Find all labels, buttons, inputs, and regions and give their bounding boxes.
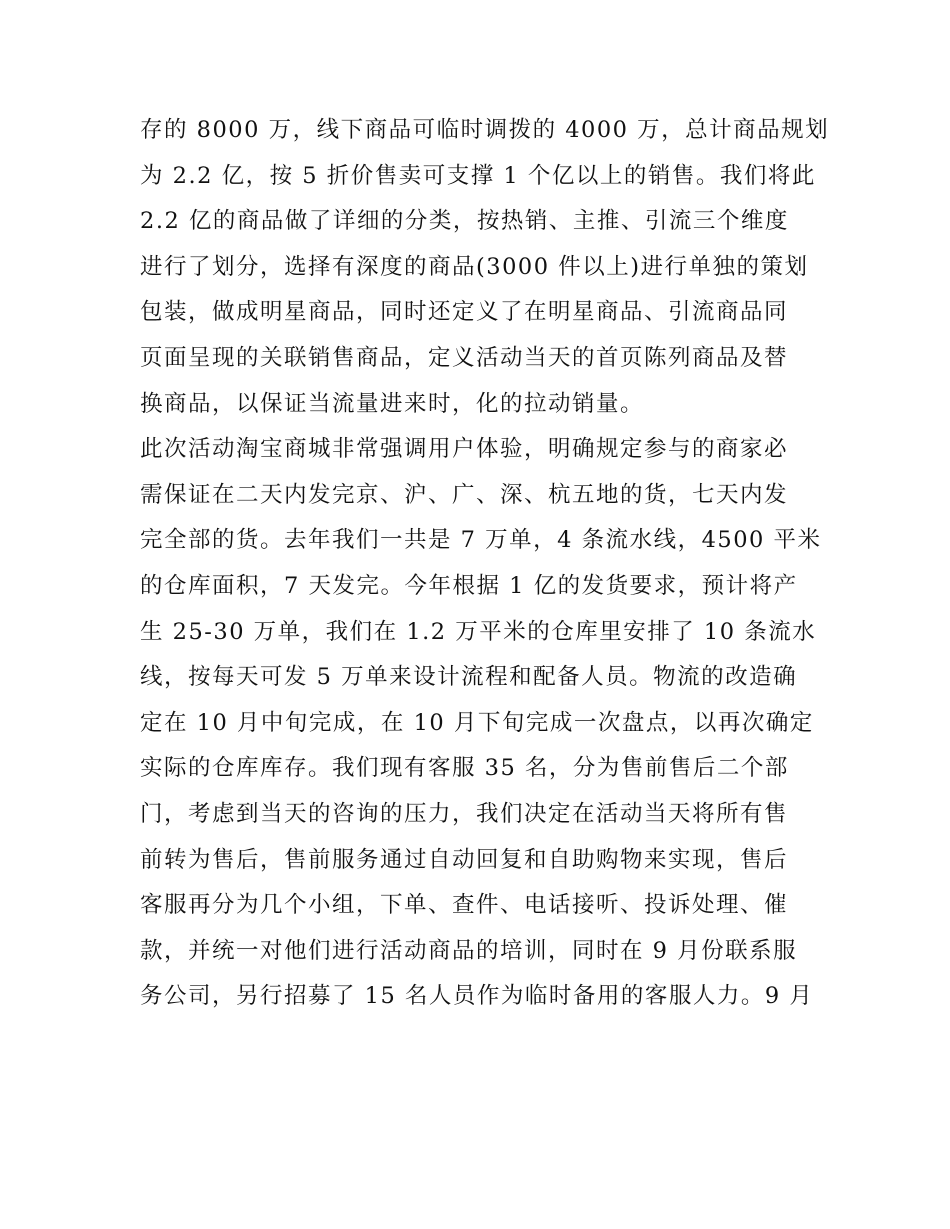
text-line: 此次活动淘宝商城非常强调用户体验，明确规定参与的商家必 <box>140 436 789 463</box>
text-line: 实际的仓库库存。我们现有客服 35 名，分为售前售后二个部 <box>140 755 789 782</box>
text-line: 包装，做成明星商品，同时还定义了在明星商品、引流商品同 <box>140 299 789 326</box>
text-line: 务公司，另行招募了 15 名人员作为临时备用的客服人力。9 月 <box>140 983 814 1010</box>
text-line: 需保证在二天内发完京、沪、广、深、杭五地的货，七天内发 <box>140 481 789 508</box>
text-line: 生 25-30 万单，我们在 1.2 万平米的仓库里安排了 10 条流水 <box>140 618 817 645</box>
text-line: 存的 8000 万，线下商品可临时调拨的 4000 万，总计商品规划 <box>140 117 830 143</box>
text-line: 款，并统一对他们进行活动商品的培训，同时在 9 月份联系服 <box>140 937 798 964</box>
text-line: 进行了划分，选择有深度的商品(3000 件以上)进行单独的策划 <box>140 253 809 280</box>
text-line: 换商品，以保证当流量进来时，化的拉动销量。 <box>140 390 645 417</box>
text-line: 门，考虑到当天的咨询的压力，我们决定在活动当天将所有售 <box>140 800 789 827</box>
text-line: 客服再分为几个小组，下单、查件、电话接听、投诉处理、催 <box>140 892 789 919</box>
text-line: 2.2 亿的商品做了详细的分类，按热销、主推、引流三个维度 <box>140 208 789 235</box>
body-text <box>140 108 830 1020</box>
text-line: 页面呈现的关联销售商品，定义活动当天的首页陈列商品及替 <box>140 344 789 371</box>
text-line: 定在 10 月中旬完成，在 10 月下旬完成一次盘点，以再次确定 <box>140 709 814 736</box>
text-line: 完全部的货。去年我们一共是 7 万单，4 条流水线，4500 平米 <box>140 527 822 554</box>
text-line: 为 2.2 亿，按 5 折价售卖可支撑 1 个亿以上的销售。我们将此 <box>140 162 816 189</box>
text-line: 线，按每天可发 5 万单来设计流程和配备人员。物流的改造确 <box>140 664 798 691</box>
text-line: 前转为售后，售前服务通过自动回复和自助购物来实现，售后 <box>140 846 789 873</box>
text-line: 的仓库面积，7 天发完。今年根据 1 亿的发货要求，预计将产 <box>140 572 798 599</box>
